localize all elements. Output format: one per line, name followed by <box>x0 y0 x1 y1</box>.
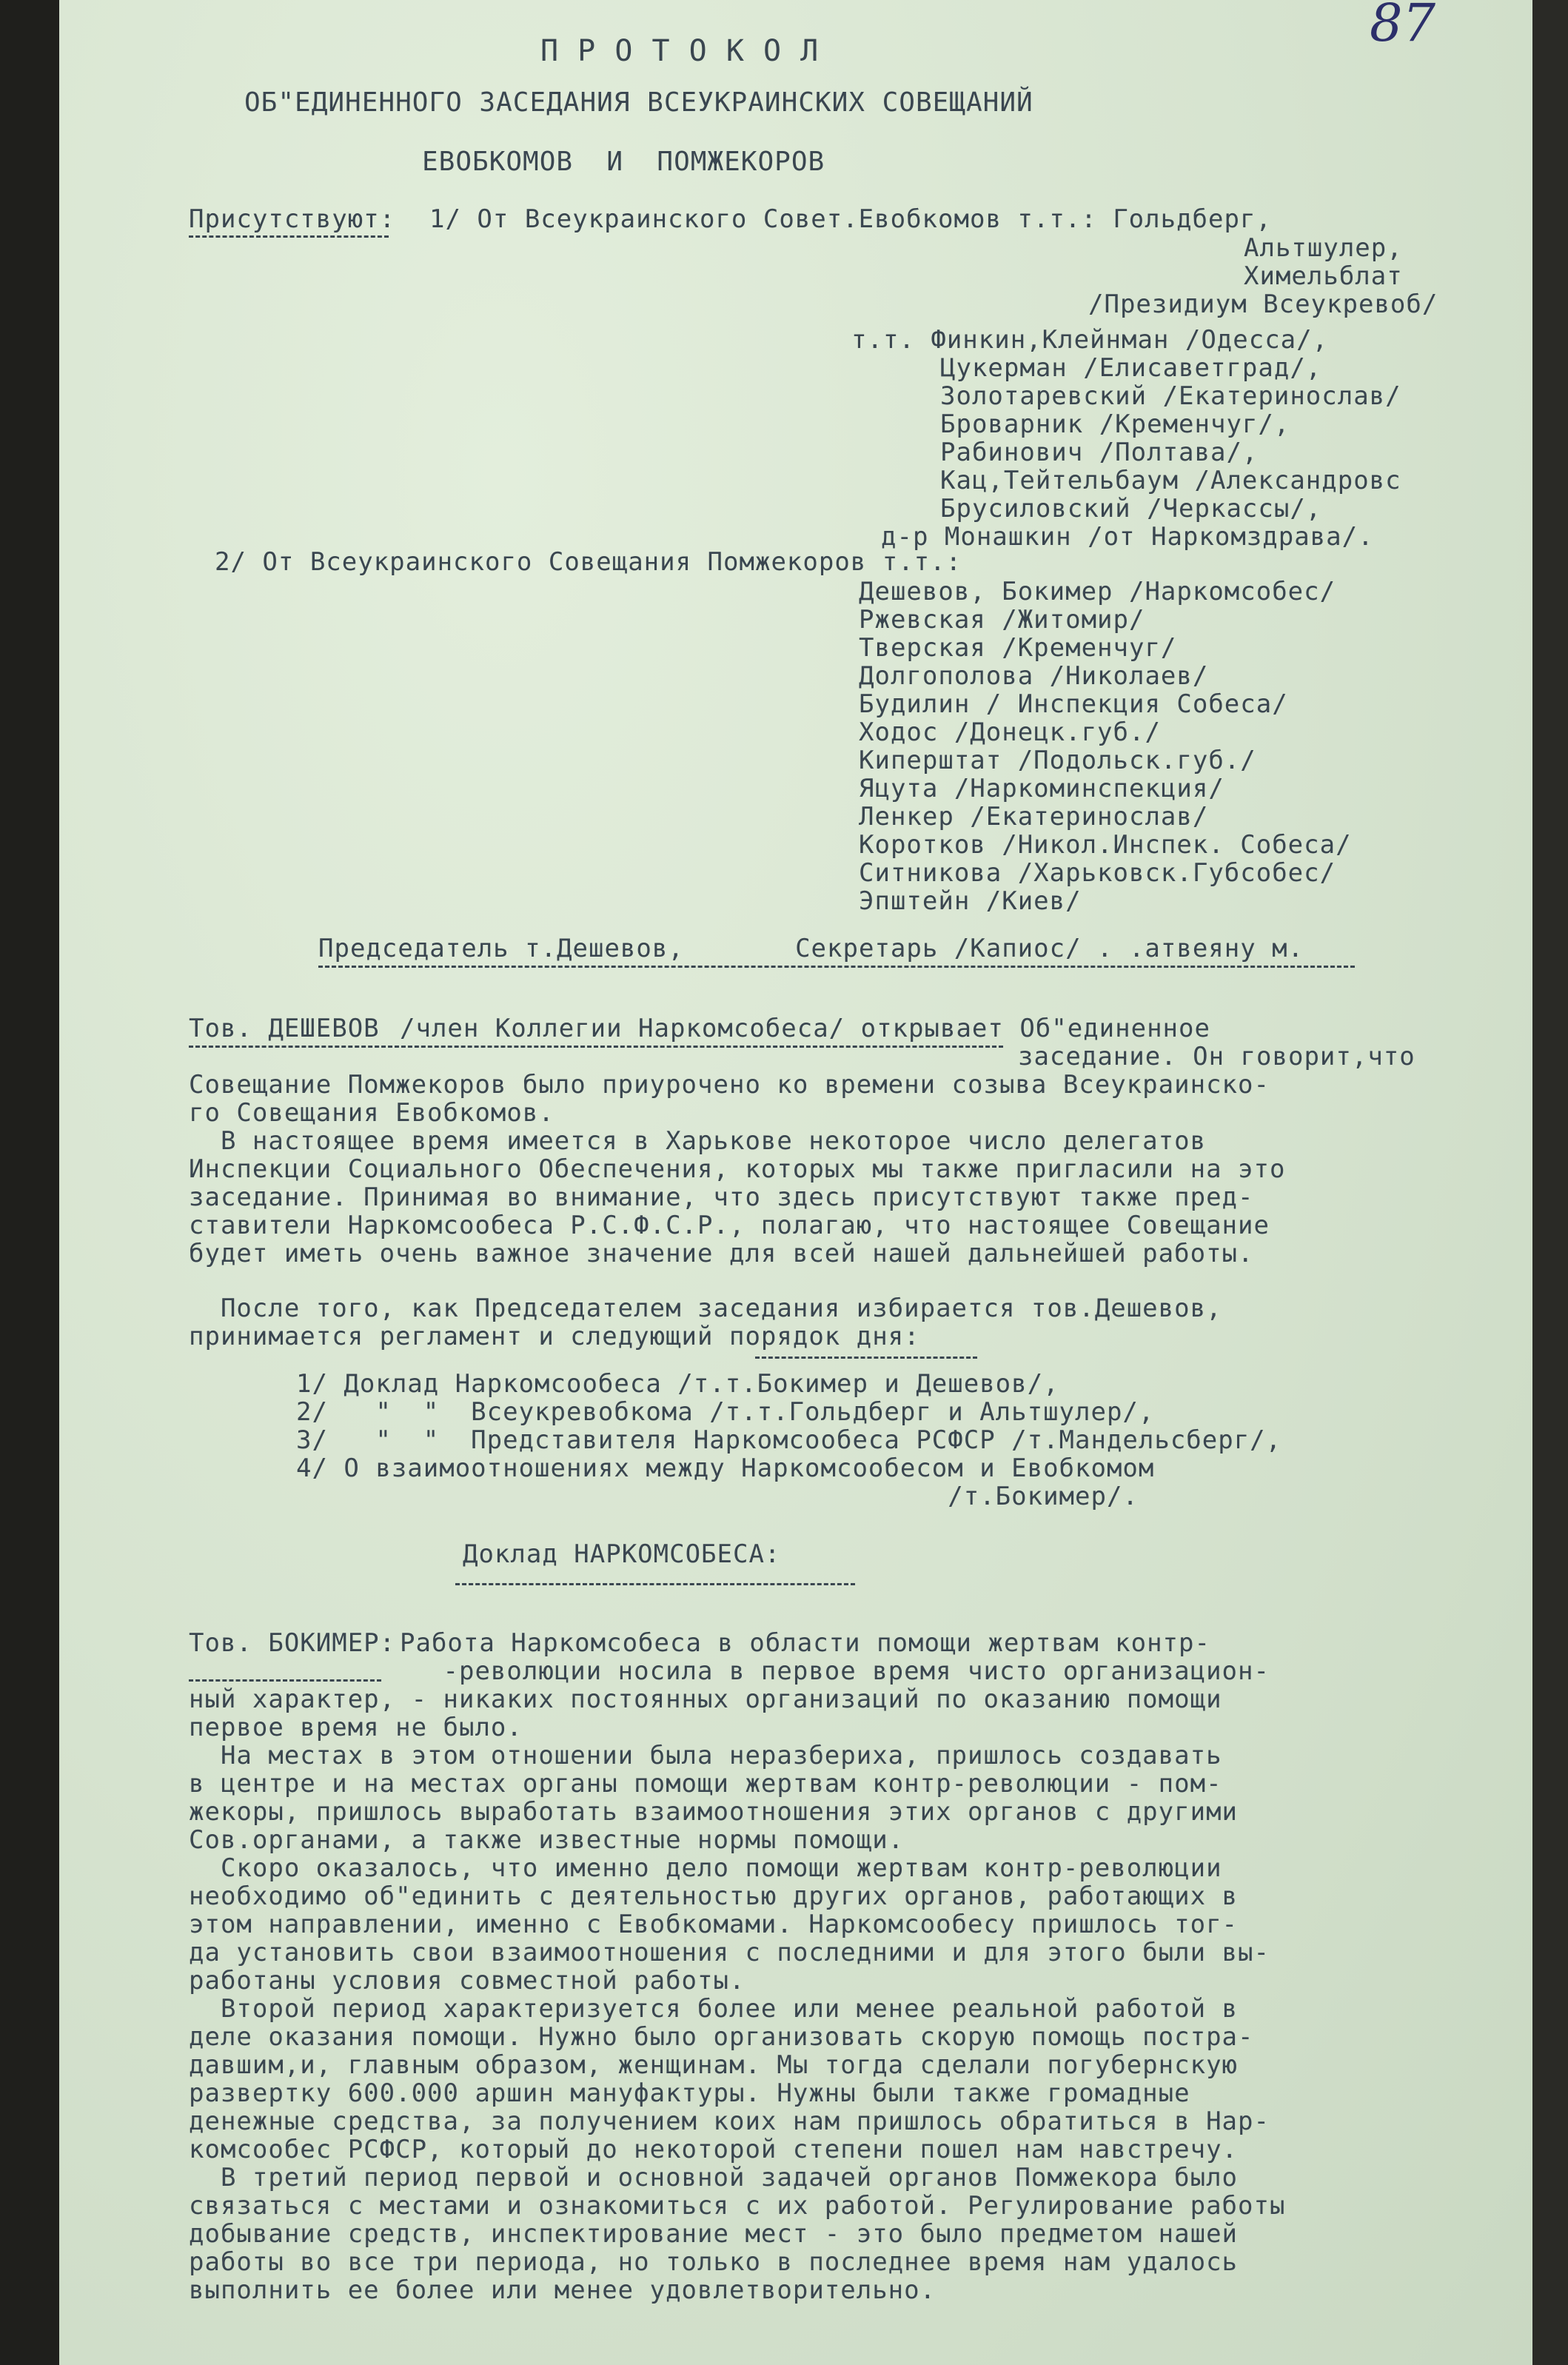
officers-line: Председатель т.Дешевов, Секретарь /Капиос/ . .атвеяну м. <box>318 934 1304 963</box>
scan-dark-edge <box>0 0 59 2365</box>
text-line: связаться с местами и ознакомиться с их работой. Регулирование работы <box>189 2191 1286 2221</box>
text-line: развертку 600.000 аршин мануфактуры. Нужны были также громадные <box>189 2078 1190 2108</box>
agenda-item: 3/ " " Представителя Наркомсообеса РСФСР /т.Мандельсберг/, <box>296 1425 1282 1455</box>
text-line: работы во все три периода, но только в последнее время нам удалось <box>189 2247 1239 2277</box>
text-line: Работа Наркомсобеса в области помощи жертвам контр- <box>400 1628 1210 1658</box>
list-item: Золотаревский /Екатеринослав/ <box>940 381 1401 411</box>
agenda-item: /т.Бокимер/. <box>296 1482 1139 1511</box>
report-heading-underline <box>455 1583 855 1585</box>
group1-intro: 1/ От Всеукраинского Совет.Евобкомов т.т.: Гольдберг, <box>429 204 1272 234</box>
text-line: ставители Наркомсообеса Р.С.Ф.С.Р., полагаю, что настоящее Совещание <box>189 1211 1270 1240</box>
list-item: Будилин / Инспекция Собеса/ <box>859 689 1288 719</box>
text-line: В настоящее время имеется в Харькове некоторое число делегатов <box>189 1126 1207 1156</box>
list-item: Цукерман /Елисаветград/, <box>940 353 1322 383</box>
text-line: Совещание Помжекоров было приурочено ко времени созыва Всеукраинско- <box>189 1070 1270 1100</box>
agenda-intro-underline <box>755 1357 977 1359</box>
text-line: ный характер, - никаких постоянных организаций по оказанию помощи <box>189 1685 1222 1714</box>
list-item: Ленкер /Екатеринослав/ <box>859 802 1209 832</box>
text-line: Скоро оказалось, что именно дело помощи жертвам контр-революции <box>189 1853 1222 1883</box>
list-item: /Президиум Всеукревоб/ <box>1088 290 1438 319</box>
report-heading: Доклад НАРКОМСОБЕСА: <box>463 1539 781 1569</box>
text-line: этом направлении, именно с Евобкомами. Наркомсообесу пришлось тог- <box>189 1910 1239 1939</box>
text-line: необходимо об"единить с деятельностью других органов, работающих в <box>189 1881 1239 1911</box>
list-item: Дешевов, Бокимер /Наркомсобес/ <box>859 577 1336 606</box>
text-line: выполнить ее более или менее удовлетворительно. <box>189 2275 937 2305</box>
text-line: -революции носила в первое время чисто организацион- <box>189 1656 1270 1686</box>
text-line: комсообес РСФСР, который до некоторой степени пошел нам навстречу. <box>189 2135 1239 2164</box>
list-item: Брусиловский /Черкассы/, <box>940 494 1322 523</box>
text-line: После того, как Председателем заседания избирается тов.Дешевов, <box>189 1294 1222 1323</box>
text-line: принимается регламент и следующий порядок дня: <box>189 1322 920 1351</box>
list-item: Кац,Тейтельбаум /Александровс <box>940 466 1401 495</box>
report-speaker: Тов. БОКИМЕР: <box>189 1628 396 1658</box>
list-item: т.т. Финкин,Клейнман /Одесса/, <box>851 325 1329 355</box>
list-item: Рабинович /Полтава/, <box>940 438 1259 467</box>
agenda-item: 4/ О взаимоотношениях между Наркомсообесом и Евобкомом <box>296 1454 1155 1483</box>
text-line: первое время не было. <box>189 1713 523 1742</box>
text-line: Инспекции Социального Обеспечения, которых мы также пригласили на это <box>189 1154 1286 1184</box>
list-item: Яцута /Наркоминспекция/ <box>859 774 1224 803</box>
text-line: работаны условия совместной работы. <box>189 1966 746 1996</box>
text-line: денежные средства, за получением коих нам пришлось обратиться в Нар- <box>189 2107 1270 2136</box>
protocol-title: П Р О Т О К О Л <box>540 34 820 68</box>
text-line: На местах в этом отношении была неразбериха, пришлось создавать <box>189 1741 1222 1770</box>
list-item: Киперштат /Подольск.губ./ <box>859 746 1256 775</box>
list-item: Ржевская /Житомир/ <box>859 605 1145 635</box>
list-item: Альтшулер, <box>1244 233 1403 263</box>
list-item: Броварник /Кременчуг/, <box>940 409 1290 439</box>
group2-intro: 2/ От Всеукраинского Совещания Помжекоров т.т.: <box>215 547 962 577</box>
list-item: Тверская /Кременчуг/ <box>859 633 1177 663</box>
text-line: деле оказания помощи. Нужно было организовать скорую помощь постра- <box>189 2022 1254 2052</box>
document-page <box>59 0 1532 2365</box>
text-line: да установить свои взаимоотношения с последними и для этого были вы- <box>189 1938 1270 1967</box>
agenda-item: 1/ Доклад Наркомсообеса /т.т.Бокимер и Дешевов/, <box>296 1369 1059 1399</box>
list-item: Химельблат <box>1244 261 1403 291</box>
agenda-item: 2/ " " Всеукревобкома /т.т.Гольдберг и Альтшулер/, <box>296 1397 1155 1427</box>
list-item: Эпштейн /Киев/ <box>859 886 1082 916</box>
text-line: В третий период первой и основной задачей органов Помжекора было <box>189 2163 1239 2192</box>
officers-underline <box>318 966 1355 968</box>
text-line: заседание. Принимая во внимание, что здесь присутствуют также пред- <box>189 1182 1254 1212</box>
text-line: заседание. Он говорит,что <box>748 1042 1415 1071</box>
list-item: Коротков /Никол.Инспек. Собеса/ <box>859 830 1352 860</box>
list-item: д-р Монашкин /от Наркомздрава/. <box>881 522 1374 552</box>
text-line: будет иметь очень важное значение для всей нашей дальнейшей работы. <box>189 1239 1254 1268</box>
page-number: 87 <box>1370 0 1436 53</box>
protocol-subtitle-2: ЕВОБКОМОВ И ПОМЖЕКОРОВ <box>422 147 825 177</box>
text-line: добывание средств, инспектирование мест - это было предметом нашей <box>189 2219 1239 2249</box>
protocol-subtitle-1: ОБ"ЕДИНЕННОГО ЗАСЕДАНИЯ ВСЕУКРАИНСКИХ СОВЕЩАНИЙ <box>244 87 1033 118</box>
text-line: Сов.органами, а также известные нормы помощи. <box>189 1825 905 1855</box>
list-item: Ситникова /Харьковск.Губсобес/ <box>859 858 1336 888</box>
text-line: в центре и на местах органы помощи жертвам контр-революции - пом- <box>189 1769 1222 1799</box>
attendees-label-underline <box>189 235 389 238</box>
text-line: давшим,и, главным образом, женщинам. Мы тогда сделали погубернскую <box>189 2050 1239 2080</box>
text-line: го Совещания Евобкомов. <box>189 1098 555 1128</box>
text-line: Второй период характеризуется более или менее реальной работой в <box>189 1994 1239 2024</box>
opening-speaker: Тов. ДЕШЕВОВ <box>189 1014 380 1043</box>
text-line: жекоры, пришлось выработать взаимоотношения этих органов с другими <box>189 1797 1239 1827</box>
attendees-label: Присутствуют: <box>189 204 396 234</box>
text-line: /член Коллегии Наркомсобеса/ открывает Об"единенное <box>400 1014 1210 1043</box>
list-item: Долгополова /Николаев/ <box>859 661 1209 691</box>
list-item: Ходос /Донецк.губ./ <box>859 717 1161 747</box>
